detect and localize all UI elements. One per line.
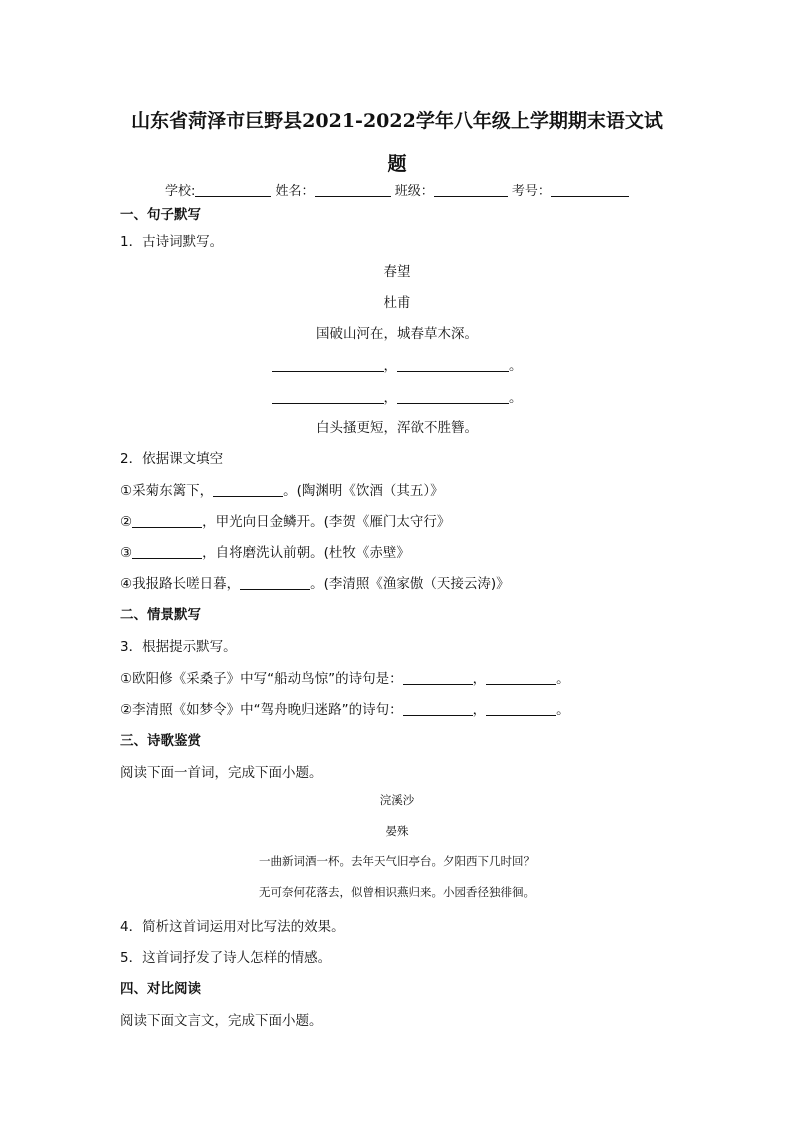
question-3: 3．根据提示默写。 <box>120 639 237 655</box>
answer-blank[interactable] <box>240 576 310 590</box>
q2-item-1: ①采菊东篱下， 。(陶渊明《饮酒（其五）》 <box>120 483 444 499</box>
question-4: 4．简析这首词运用对比写法的效果。 <box>120 919 345 935</box>
poem-title: 春望 <box>383 264 411 280</box>
q2-item-3: ③ ，自将磨洗认前朝。(杜牧《赤壁》 <box>120 545 410 561</box>
exam-title-line-1: 山东省菏泽市巨野县2021-2022学年八年级上学期期末语文试 <box>131 110 663 132</box>
answer-blank[interactable] <box>397 390 509 404</box>
school-blank[interactable] <box>195 184 271 197</box>
ci-line-1: 一曲新词酒一杯。去年天气旧亭台。夕阳西下几时回？ <box>259 854 535 868</box>
class-blank[interactable] <box>434 184 508 197</box>
q2-item-4: ④我报路长嗟日暮， 。(李清照《渔家傲（天接云涛)》 <box>120 576 510 592</box>
question-1: 1．古诗词默写。 <box>120 234 224 250</box>
answer-blank[interactable] <box>132 514 202 528</box>
q3-item-1: ①欧阳修《采桑子》中写“船动鸟惊”的诗句是： ， 。 <box>120 671 570 687</box>
student-info-row <box>165 180 629 199</box>
poem-author: 杜甫 <box>383 295 411 311</box>
answer-blank[interactable] <box>397 358 509 372</box>
poem-line-4: 白头搔更短，浑欲不胜簪。 <box>316 420 478 436</box>
answer-blank[interactable] <box>272 358 384 372</box>
answer-blank[interactable] <box>272 390 384 404</box>
ci-title: 浣溪沙 <box>379 793 415 807</box>
q3-item-2: ②李清照《如梦令》中“驾舟晚归迷路”的诗句： ， 。 <box>120 702 570 718</box>
answer-blank[interactable] <box>213 483 283 497</box>
ci-line-2: 无可奈何花落去，似曾相识燕归来。小园香径独徘徊。 <box>259 885 535 899</box>
name-blank[interactable] <box>315 184 391 197</box>
answer-blank[interactable] <box>403 671 473 685</box>
class-label: 班级： <box>394 184 434 199</box>
q2-item-2: ② ，甲光向日金鳞开。(李贺《雁门太守行》 <box>120 514 451 530</box>
reading-instruction-2: 阅读下面文言文，完成下面小题。 <box>120 1013 323 1029</box>
answer-blank[interactable] <box>486 702 556 716</box>
question-5: 5．这首词抒发了诗人怎样的情感。 <box>120 950 332 966</box>
answer-blank[interactable] <box>403 702 473 716</box>
poem-line-1: 国破山河在，城春草木深。 <box>316 326 478 342</box>
school-label: 学校: <box>165 184 196 199</box>
exam-number-label: 考号： <box>511 184 551 199</box>
answer-blank[interactable] <box>132 545 202 559</box>
answer-blank[interactable] <box>486 671 556 685</box>
exam-number-blank[interactable] <box>551 184 629 197</box>
poem-blank-line-1: ， 。 <box>0 354 794 374</box>
section-4-heading: 四、对比阅读 <box>120 981 201 997</box>
exam-title-line-2: 题 <box>387 153 407 175</box>
reading-instruction-1: 阅读下面一首词，完成下面小题。 <box>120 765 323 781</box>
section-1-heading: 一、句子默写 <box>120 207 201 223</box>
name-label: 姓名： <box>275 184 315 199</box>
question-2: 2．依据课文填空 <box>120 451 224 467</box>
section-3-heading: 三、诗歌鉴赏 <box>120 733 201 749</box>
poem-blank-line-2: ， 。 <box>0 386 794 406</box>
ci-author: 晏殊 <box>385 824 409 838</box>
section-2-heading: 二、情景默写 <box>120 607 201 623</box>
